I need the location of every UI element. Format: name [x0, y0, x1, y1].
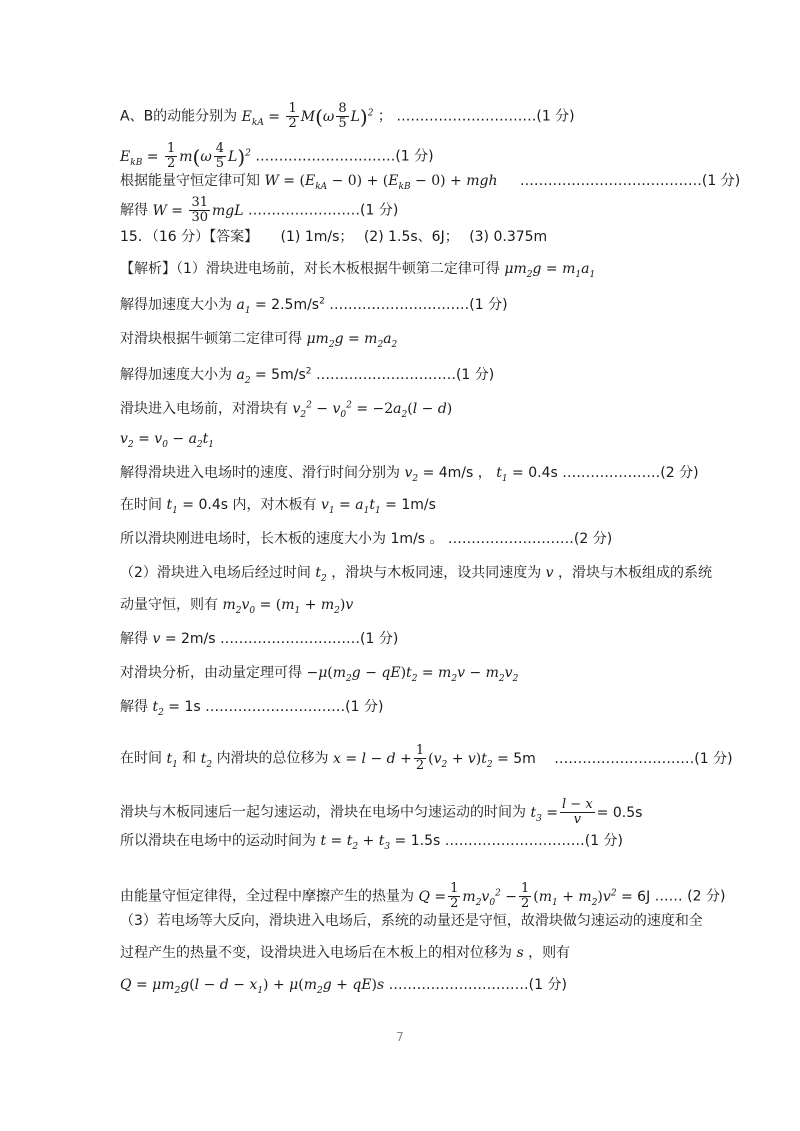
text: 根据能量守恒定律可知 — [120, 173, 260, 189]
formula-w: $W = (E_{kA} - 0) + (E_{kB} - 0)$ + mgh — [264, 173, 498, 192]
line-t2 — [120, 698, 760, 716]
score: …………………………(1 分) — [255, 148, 434, 165]
formula-v2: $v_2 = v_0 - a_2t_1$ — [120, 431, 215, 450]
text: （2）滑块进入电场后经过时间 — [120, 565, 311, 581]
formula-total-time: $t = t_2 + t_3 = 1.5s$ — [320, 833, 441, 852]
formula-t3: $t_3$ = $\frac{l - x}{v}$ = 0.5s — [530, 797, 643, 827]
score: …………………………(1 分) — [388, 977, 567, 993]
formula-t1: $t_1 = 0.4s$ — [166, 497, 229, 516]
score: …………………………………(1 分) — [519, 173, 741, 189]
formula-v-value: v = 2m/s — [152, 631, 216, 647]
score: …… (2 分) — [654, 888, 726, 905]
score: …………………………(1 分) — [444, 833, 624, 849]
line-v2-t1 — [120, 464, 760, 482]
score: ……………………(1 分) — [248, 202, 399, 219]
text: ，滑块与木板组成的系统 — [558, 565, 713, 581]
line-momentum — [120, 596, 760, 614]
line-t3 — [120, 798, 760, 827]
score: …………………………(1 分) — [554, 750, 733, 767]
formula-v1: $v_1 = a_1t_1 = 1m/s$ — [320, 497, 436, 516]
line-impulse — [120, 664, 760, 682]
score: …………………………(1 分) — [329, 297, 508, 313]
text: （3）若电场等大反向，滑块进入电场后，系统的动量还是守恒，故滑块做匀速运动的速度和全 — [120, 913, 703, 929]
line-heat — [120, 882, 760, 911]
line-solve-w — [120, 196, 760, 225]
line-displacement — [120, 744, 760, 773]
line-board-speed — [120, 530, 760, 548]
formula-impulse: $-\mu(m_2g - qE)t_2 = m_2v - m_2v_2$ — [306, 665, 519, 684]
text: 过程产生的热量不变，设滑块进入电场后在木板上的相对位移为 — [120, 945, 512, 961]
formula-w-result: W = $\frac{31}{30}$ mgL — [152, 195, 244, 225]
text: ， — [477, 465, 492, 481]
line-part-3-intro — [120, 912, 760, 930]
formula-a2: $a_2 = 5m/s^2$ — [236, 366, 312, 386]
formula-t2-symbol-b: $t_2$ — [200, 750, 213, 770]
answer-1: (1) 1m/s； — [280, 229, 354, 245]
text: 和 — [182, 750, 197, 767]
text: A、B的动能分别为 — [120, 108, 238, 125]
line-v — [120, 630, 760, 648]
text: 【解析】（1）滑块进电场前，对长木板根据牛顿第二定律可得 — [120, 261, 500, 277]
text: 所以滑块在电场中的运动时间为 — [120, 833, 316, 849]
text: 对滑块分析，由动量定理可得 — [120, 665, 302, 681]
score: …………………………(1 分) — [396, 108, 575, 125]
line-kinetic-energy-b — [120, 142, 760, 171]
line-total-time — [120, 832, 760, 850]
score: …………………………(1 分) — [220, 631, 399, 647]
q15-answer-line — [120, 228, 760, 246]
text: 滑块与木板同速后一起匀速运动，滑块在电场中匀速运动的时间为 — [120, 804, 526, 821]
formula-newton-board: $\mu m_2g = m_1a_1$ — [504, 261, 596, 280]
text: 内滑块的总位移为 — [216, 750, 329, 767]
line-newton-block — [120, 330, 760, 348]
line-board-v1 — [120, 496, 760, 514]
text: 在时间 — [120, 497, 162, 513]
formula-t2-symbol: $t_2$ — [315, 565, 327, 584]
formula-heat-part-3: $Q = \mu m_2g(l - d - x_1) + \mu(m_2g + qE)s$ — [120, 977, 385, 996]
value: 1m/s — [390, 531, 426, 547]
text: 由能量守恒定律得，全过程中摩擦产生的热量为 — [120, 888, 414, 905]
formula-t2-value: $t_2 = 1s$ — [152, 699, 201, 718]
text: 解得 — [120, 699, 148, 715]
text: 所以滑块刚进电场时，长木板的速度大小为 — [120, 531, 386, 547]
text: 解得加速度大小为 — [120, 367, 232, 383]
formula-a1: $a_1 = 2.5m/s^2$ — [236, 296, 325, 316]
answer-2: (2) 1.5s、6J； — [363, 229, 459, 245]
formula-newton-block: $\mu m_2g = m_2a_2$ — [306, 331, 398, 350]
formula-t1-value: $t_1 = 0.4s$ — [496, 465, 558, 484]
formula-v2-value: $v_2 = 4m/s$ — [404, 465, 474, 484]
score: …………………(2 分) — [562, 465, 699, 481]
formula-t1-symbol: $t_1$ — [166, 750, 178, 770]
text: 。 — [429, 531, 444, 547]
formula-ekb: $E_{kB}$ = $\frac{1}{2}$ m(ω $\frac{4}{5}$ L)$^2$ — [120, 141, 251, 171]
answer-3: (3) 0.375m — [469, 229, 548, 245]
formula-kinematics: $v_2^2 - v_0^2 = -2a_2(l - d)$ — [292, 400, 453, 420]
text: 滑块进入电场前，对滑块有 — [120, 401, 288, 417]
formula-heat: Q = $\frac{1}{2}$ $m_2v_0^2$ − $\frac{1}{2}$ $(m_1 + m_2)v^2 = 6J$ — [418, 881, 651, 911]
text: ，滑块与木板同速，设共同速度为 — [331, 565, 542, 581]
formula-v-symbol: v — [545, 565, 554, 581]
text: ； — [377, 108, 392, 125]
text: 在时间 — [120, 750, 162, 767]
text: 对滑块根据牛顿第二定律可得 — [120, 331, 302, 347]
q15-header: 15．（16 分）【答案】 — [120, 229, 259, 245]
line-part-3-setup — [120, 944, 760, 962]
line-part-2-intro — [120, 564, 760, 582]
formula-momentum: $m_2v_0 = (m_1 + m_2)v$ — [222, 597, 354, 616]
line-energy-conservation — [120, 172, 760, 190]
formula-s-symbol: s — [516, 945, 524, 961]
text: 解得加速度大小为 — [120, 297, 232, 313]
page-number: 7 — [396, 1030, 404, 1044]
score: …………………………(1 分) — [205, 699, 384, 715]
score: ………………………(2 分) — [447, 531, 613, 547]
formula-displacement: x = l − d + $\frac{1}{2}$ $(v_2 + v)t_2 = 5m$ — [333, 743, 536, 773]
line-analysis-1 — [120, 260, 760, 278]
text: 解得 — [120, 631, 148, 647]
line-heat-part-3 — [120, 976, 760, 994]
text: 解得 — [120, 202, 148, 219]
line-a1 — [120, 296, 760, 314]
line-kinetic-energy-a — [120, 102, 760, 131]
line-v2 — [120, 430, 760, 448]
score: …………………………(1 分) — [315, 367, 495, 383]
formula-eka: $E_{kA}$ = $\frac{1}{2}$ M(ω $\frac{8}{5}$ L)$^2$ — [241, 101, 374, 131]
text: ，则有 — [528, 945, 571, 961]
text: 动量守恒，则有 — [120, 597, 218, 613]
text: 解得滑块进入电场时的速度、滑行时间分别为 — [120, 465, 400, 481]
text: 内，对木板有 — [232, 497, 317, 513]
line-kinematics — [120, 400, 760, 418]
line-a2 — [120, 366, 760, 384]
